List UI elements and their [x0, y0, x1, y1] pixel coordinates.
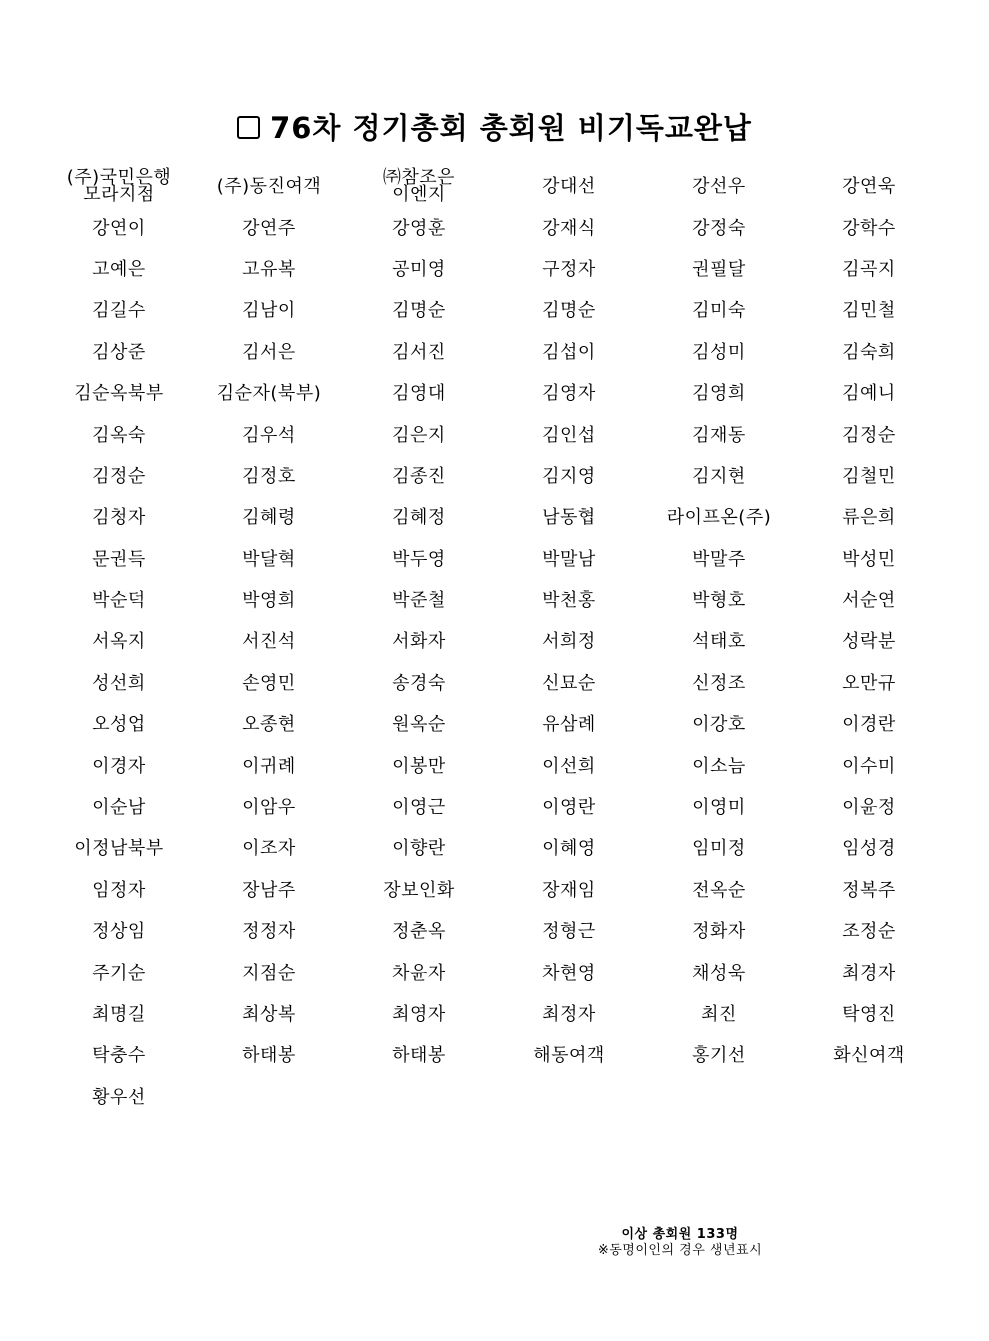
member-name: 임정자 — [92, 879, 146, 901]
member-name: 석태호 — [692, 631, 746, 653]
member-name: 조정순 — [842, 921, 896, 943]
member-name: 신묘순 — [542, 672, 596, 694]
member-name: 이정남북부 — [74, 838, 164, 860]
member-name: 임성경 — [842, 838, 896, 860]
member-name: 남동협 — [542, 507, 596, 529]
member-name: 서화자 — [392, 631, 446, 653]
member-name: 신정조 — [692, 672, 746, 694]
member-name: 박순덕 — [92, 590, 146, 612]
member-name: 오종현 — [242, 714, 296, 736]
member-name: 박말남 — [542, 548, 596, 570]
member-name: 이암우 — [242, 797, 296, 819]
member-name: 강영훈 — [392, 217, 446, 239]
member-name: 박달혁 — [242, 548, 296, 570]
member-name: 정형근 — [542, 921, 596, 943]
member-name: 강선우 — [692, 175, 746, 197]
member-name: 박영희 — [242, 590, 296, 612]
member-name: 홍기선 — [692, 1045, 746, 1067]
member-name: 하태봉 — [392, 1045, 446, 1067]
member-name: 송경숙 — [392, 672, 446, 694]
member-name: 고유복 — [242, 258, 296, 280]
member-name: 이향란 — [392, 838, 446, 860]
member-name: 김곡지 — [842, 258, 896, 280]
member-name: 이조자 — [242, 838, 296, 860]
member-name: 라이프온(주) — [666, 507, 772, 529]
page-title-text: 76차 정기총회 총회원 비기독교완납 — [270, 111, 752, 145]
member-name: 유삼례 — [542, 714, 596, 736]
member-name: 장남주 — [242, 879, 296, 901]
member-name: 정정자 — [242, 921, 296, 943]
member-name: 이순남 — [92, 797, 146, 819]
member-name: 김종진 — [392, 465, 446, 487]
member-name: 김서진 — [392, 341, 446, 363]
member-name: 이영미 — [692, 797, 746, 819]
member-name: 최명길 — [92, 1004, 146, 1025]
member-name: 최진 — [701, 1004, 737, 1025]
member-name: 장보인화 — [383, 879, 455, 901]
member-name: ㈜참조은 이엔지 — [382, 167, 456, 205]
member-name: 김은지 — [392, 424, 446, 446]
member-name: 김순옥북부 — [74, 383, 164, 405]
member-name: 이경자 — [92, 755, 146, 777]
member-name: 임미정 — [692, 838, 746, 860]
member-name: 강연주 — [242, 217, 296, 239]
member-name: 최상복 — [242, 1004, 296, 1025]
member-name: 서희정 — [542, 631, 596, 653]
member-name: 이영란 — [542, 797, 596, 819]
member-name: 강대선 — [542, 175, 596, 197]
member-name: 차윤자 — [392, 962, 446, 984]
member-name: 이봉만 — [392, 755, 446, 777]
member-name: 이혜영 — [542, 838, 596, 860]
member-name: 김숙희 — [842, 341, 896, 363]
member-name: 원옥순 — [392, 714, 446, 736]
member-name: 김인섭 — [542, 424, 596, 446]
member-name: 이소늠 — [692, 755, 746, 777]
member-name: 오만규 — [842, 672, 896, 694]
member-name: 김정순 — [92, 465, 146, 487]
page-title — [0, 104, 989, 152]
member-name: 강정숙 — [692, 217, 746, 239]
member-name: 강학수 — [842, 217, 896, 239]
member-name: 이윤정 — [842, 797, 896, 819]
member-name: 김상준 — [92, 341, 146, 363]
member-name: 정화자 — [692, 921, 746, 943]
member-name: 최정자 — [542, 1004, 596, 1025]
member-name: 김명순 — [392, 300, 446, 322]
member-name: 김순자(북부) — [216, 383, 322, 405]
member-name: 박말주 — [692, 548, 746, 570]
member-name: (주)동진여객 — [216, 175, 322, 197]
member-name: 김민철 — [842, 300, 896, 322]
member-name: 주기순 — [92, 962, 146, 984]
member-name: 오성업 — [92, 714, 146, 736]
member-name: 김지영 — [542, 465, 596, 487]
member-name: 이수미 — [842, 755, 896, 777]
member-name: 김지현 — [692, 465, 746, 487]
footer-total: 이상 총회원 133명 — [621, 1227, 739, 1242]
member-name: 손영민 — [242, 672, 296, 694]
member-name: 강연욱 — [842, 175, 896, 197]
member-name: 김명순 — [542, 300, 596, 322]
member-name: 구정자 — [542, 258, 596, 280]
member-name: 해동여객 — [533, 1045, 605, 1067]
member-name: 하태봉 — [242, 1045, 296, 1067]
member-name: 정상임 — [92, 921, 146, 943]
member-name: 장재임 — [542, 879, 596, 901]
member-name: 김남이 — [242, 300, 296, 322]
member-name: 고예은 — [92, 258, 146, 280]
member-name: 서옥지 — [92, 631, 146, 653]
member-name: 박천홍 — [542, 590, 596, 612]
member-name: 김영희 — [692, 383, 746, 405]
member-name: 김성미 — [692, 341, 746, 363]
member-name: 김재동 — [692, 424, 746, 446]
member-name: 전옥순 — [692, 879, 746, 901]
member-name: 지점순 — [242, 962, 296, 984]
member-name: 최영자 — [392, 1004, 446, 1025]
member-name: 김길수 — [92, 300, 146, 322]
member-name: 류은희 — [842, 507, 896, 529]
member-name: 권필달 — [692, 258, 746, 280]
member-name: 김서은 — [242, 341, 296, 363]
member-name: 김정호 — [242, 465, 296, 487]
member-name: 김예니 — [842, 383, 896, 405]
member-name-grid — [44, 166, 944, 1118]
member-name: (주)국민은행 모라지점 — [66, 167, 172, 205]
member-name: 서순연 — [842, 590, 896, 612]
member-name: 강재식 — [542, 217, 596, 239]
member-name: 최경자 — [842, 962, 896, 984]
member-name: 김미숙 — [692, 300, 746, 322]
member-name: 이선희 — [542, 755, 596, 777]
square-outline-icon — [237, 116, 260, 139]
member-name: 박성민 — [842, 548, 896, 570]
member-name: 탁영진 — [842, 1004, 896, 1025]
member-name: 황우선 — [92, 1086, 146, 1108]
member-name: 공미영 — [392, 258, 446, 280]
member-name: 화신여객 — [833, 1045, 905, 1067]
member-name: 김정순 — [842, 424, 896, 446]
member-name: 박두영 — [392, 548, 446, 570]
member-name: 문권득 — [92, 548, 146, 570]
member-name: 정춘옥 — [392, 921, 446, 943]
member-name: 김옥숙 — [92, 424, 146, 446]
member-name: 차현영 — [542, 962, 596, 984]
member-name: 성락분 — [842, 631, 896, 653]
member-name: 채성욱 — [692, 962, 746, 984]
member-name: 서진석 — [242, 631, 296, 653]
member-name: 김영자 — [542, 383, 596, 405]
member-name: 김영대 — [392, 383, 446, 405]
member-name: 김섭이 — [542, 341, 596, 363]
member-name: 박형호 — [692, 590, 746, 612]
footer — [560, 1227, 800, 1258]
member-name: 정복주 — [842, 879, 896, 901]
member-name: 박준철 — [392, 590, 446, 612]
member-name: 이귀례 — [242, 755, 296, 777]
member-name: 이경란 — [842, 714, 896, 736]
member-name: 김혜정 — [392, 507, 446, 529]
member-name: 김청자 — [92, 507, 146, 529]
member-name: 이영근 — [392, 797, 446, 819]
member-name: 강연이 — [92, 217, 146, 239]
member-name: 이강호 — [692, 714, 746, 736]
member-name: 김혜령 — [242, 507, 296, 529]
member-name: 탁충수 — [92, 1045, 146, 1067]
member-name: 김철민 — [842, 465, 896, 487]
footer-note: ※동명이인의 경우 생년표시 — [597, 1243, 763, 1258]
member-name: 성선희 — [92, 672, 146, 694]
member-name: 김우석 — [242, 424, 296, 446]
